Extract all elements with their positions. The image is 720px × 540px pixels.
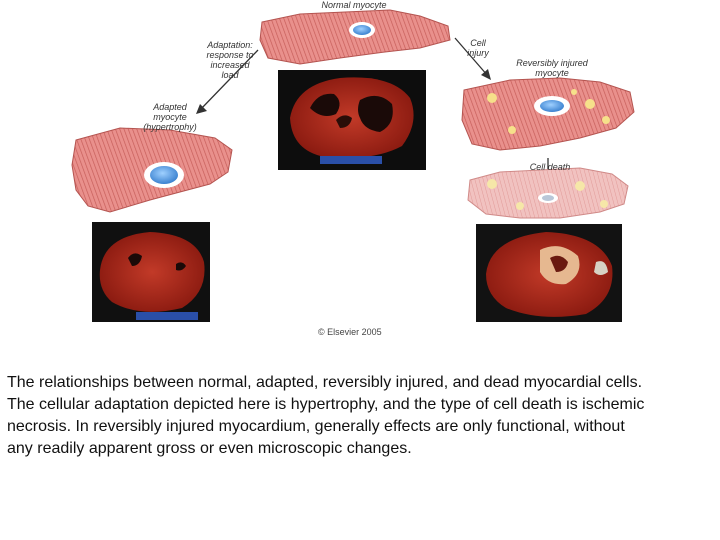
adapted-myocyte (72, 128, 232, 212)
figure-caption (7, 372, 720, 460)
hypertrophy-heart-photo (92, 222, 210, 322)
caption-line: necrosis. In reversibly injured myocardium, generally effects are only functional, without (7, 418, 625, 435)
caption-line: any readily apparent gross or even microscopic changes. (7, 440, 412, 457)
normal-heart-photo (278, 70, 426, 170)
label-cell-injury: Cell injury (467, 38, 489, 58)
dead-myocyte (468, 168, 628, 218)
infarcted-heart-photo (476, 224, 622, 322)
caption-line: The cellular adaptation depicted here is hypertrophy, and the type of cell death is ischemic (7, 396, 645, 413)
reversibly-injured-myocyte (462, 78, 634, 150)
label-cell-death: Cell death (529, 162, 571, 172)
normal-myocyte (260, 10, 450, 64)
label-reversibly-injured: Reversibly injured myocyte (516, 58, 588, 78)
label-adaptation: Adaptation: response to increased load (206, 40, 254, 80)
copyright-notice: © Elsevier 2005 (318, 327, 382, 337)
label-normal-myocyte: Normal myocyte (321, 0, 387, 10)
caption-line: The relationships between normal, adapted, reversibly injured, and dead myocardial cells. (7, 374, 643, 391)
label-adapted-myocyte: Adapted myocyte (hypertrophy) (143, 102, 197, 132)
